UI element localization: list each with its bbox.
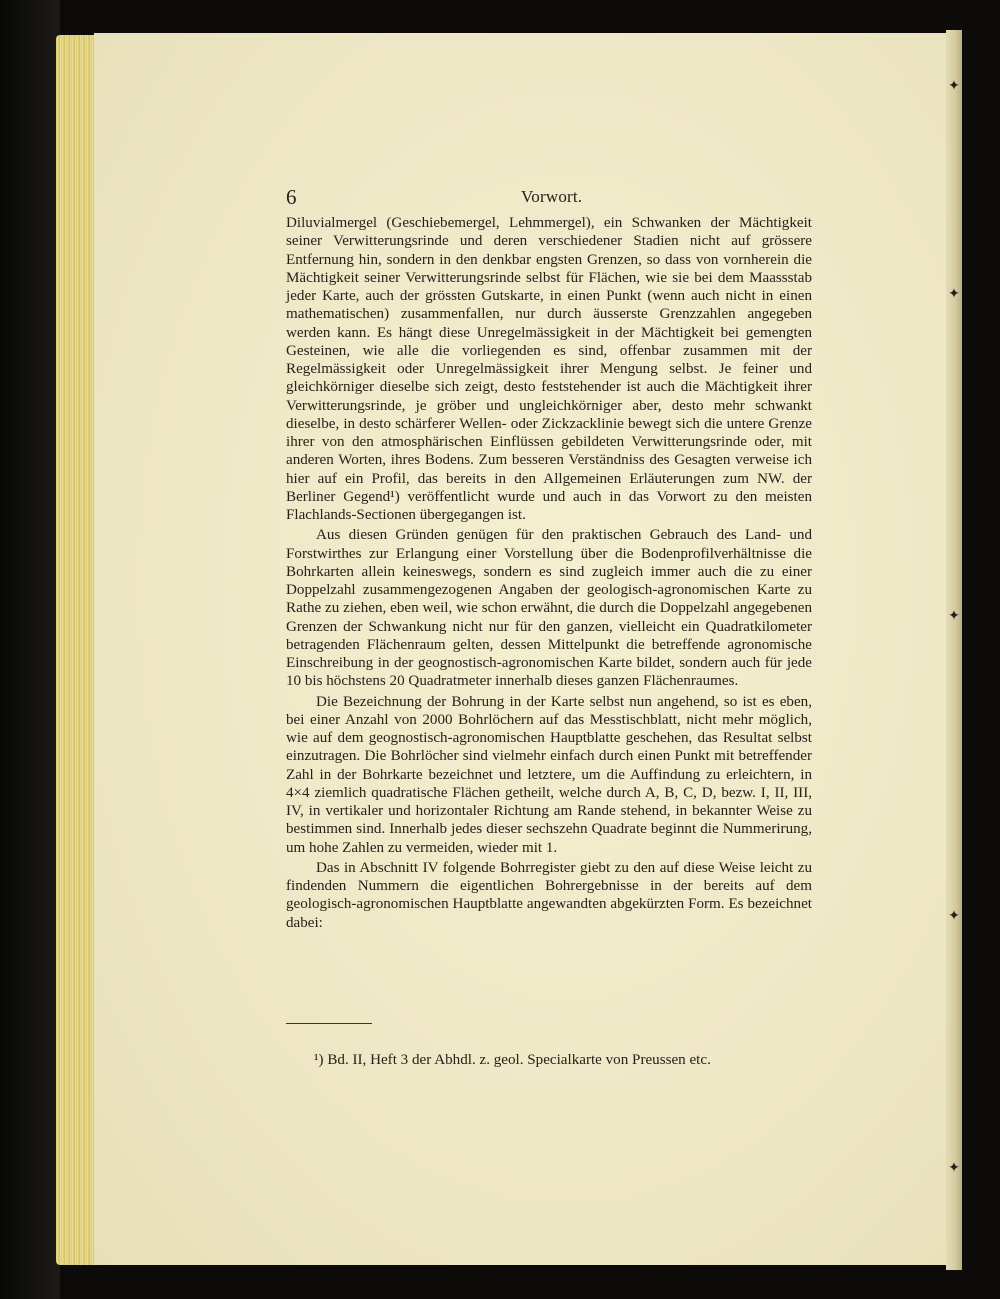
paragraph: Das in Abschnitt IV folgende Bohrregister giebt zu den auf diese Weise leicht zu findenden Nummern die eigentlichen Bohrergebnisse in der bereits auf dem geologisch-agronomischen Hauptblatte angewandten abgekürzten Form. Es bezeichnet dabei:: [286, 859, 812, 931]
edge-mark-icon: ✦: [948, 287, 960, 302]
footnote-rule: [286, 1023, 372, 1024]
edge-mark-icon: ✦: [948, 909, 960, 924]
body-text: [286, 214, 812, 932]
edge-mark-icon: ✦: [948, 79, 960, 94]
book-binding: [0, 0, 60, 1299]
footnote: ¹) Bd. II, Heft 3 der Abhdl. z. geol. Specialkarte von Preussen etc.: [314, 1052, 711, 1068]
page-number: 6: [286, 185, 297, 209]
running-head: Vorwort.: [521, 187, 583, 206]
edge-mark-icon: ✦: [948, 609, 960, 624]
page-header: [286, 185, 816, 209]
edge-mark-icon: ✦: [948, 1161, 960, 1176]
paragraph: Diluvialmergel (Geschiebemergel, Lehmmergel), ein Schwanken der Mächtigkeit seiner Verwitterungsrinde und deren verschiedener Stadien nicht auf grössere Entfernung hin, sondern in den denkbar engsten Grenzen, so dass von vornherein die Mächtigkeit seiner Verwitterungsrinde selbst für Flächen, wie sie bei dem Maassstab jeder Karte, auch der grössten Gutskarte, in einen Punkt (wenn auch nicht in einen mathematischen) zusammenfallen, nur durch äusserste Grenzzahlen angegeben werden kann. Es hängt diese Unregelmässigkeit in der Mächtigkeit bei gemengten Gesteinen, wie alle die vorliegenden es sind, offenbar zusammen mit der Regelmässigkeit oder Unregelmässigkeit ihrer Mengung selbst. Je feiner und gleichkörniger dieselbe sich zeigt, desto feststehender ist auch die Mächtigkeit ihrer Verwitterungsrinde, je gröber und ungleichkörniger aber, desto mehr schwankt dieselbe, in desto schärferer Wellen- oder Zickzacklinie bewegt sich die untere Grenze ihrer von den atmosphärischen Einflüssen gebildeten Verwitterungsrinde oder, mit anderen Worten, ihres Bodens. Zum besseren Verständniss des Gesagten verweise ich hier auf ein Profil, das bereits in den Allgemeinen Erläuterungen zum NW. der Berliner Gegend¹) veröffentlicht wurde und auch in das Vorwort zu den meisten Flachlands-Sectionen übergegangen ist.: [286, 215, 812, 523]
page-fore-edge: [946, 30, 962, 1270]
paragraph: Aus diesen Gründen genügen für den praktischen Gebrauch des Land- und Forstwirthes zur Erlangung einer Vorstellung über die Bodenprofilverhältnisse die Bohrkarten allein keineswegs, sondern es sind zugleich immer auch die zu einer Doppelzahl zusammengezogenen Angaben der geologisch-agronomischen Karte zu Rathe zu ziehen, eben weil, wie schon erwähnt, die durch die Doppelzahl angegebenen Grenzen der Schwankung nicht nur für den ganzen, vielleicht ein Quadratkilometer betragenden Flächenraum gelten, dessen Mittelpunkt die betreffende agronomische Einschreibung in der geognostisch-agronomischen Karte bildet, sondern auch für jede 10 bis höchstens 20 Quadratmeter innerhalb dieses ganzen Flächenraumes.: [286, 527, 812, 690]
paragraph: Die Bezeichnung der Bohrung in der Karte selbst nun angehend, so ist es eben, bei einer Anzahl von 2000 Bohrlöchern auf das Messtischblatt, nicht mehr möglich, wie auf dem geognostisch-agronomischen Hauptblatte geschehen, das Resultat selbst einzutragen. Die Bohrlöcher sind vielmehr einfach durch einen Punkt mit betreffender Zahl in der Bohrkarte bezeichnet und letztere, um die Auffindung zu erleichtern, in 4×4 ziemlich quadratische Flächen getheilt, welche durch A, B, C, D, bezw. I, II, III, IV, in vertikaler und horizontaler Richtung am Rande stehend, in bekannter Weise zu bestimmen sind. Innerhalb jedes dieser sechszehn Quadrate beginnt die Nummerirung, um hohe Zahlen zu vermeiden, wieder mit 1.: [286, 693, 812, 856]
